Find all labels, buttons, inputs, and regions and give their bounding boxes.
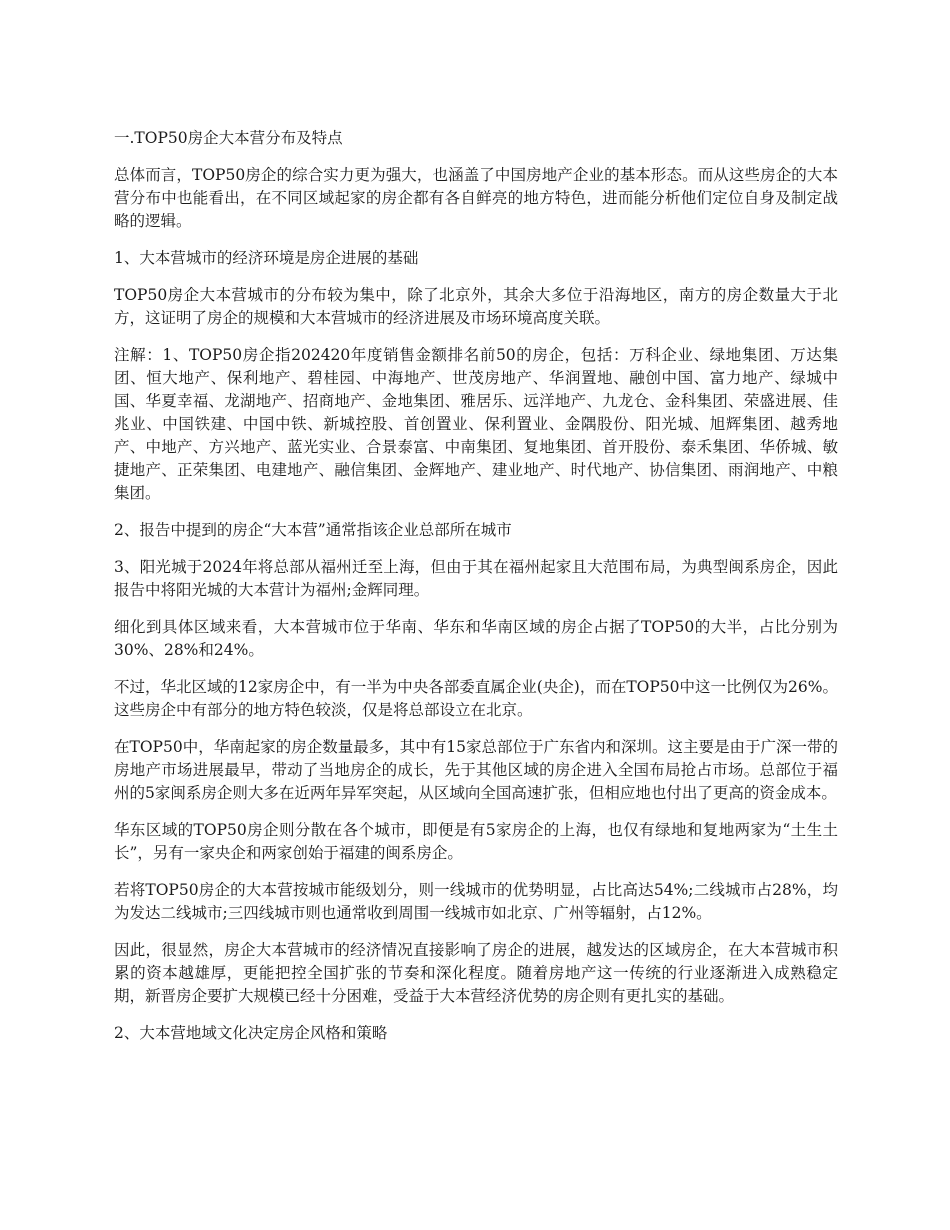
city-tier-paragraph: 若将TOP50房企的大本营按城市能级划分，则一线城市的优势明显，占比高达54%;二线城市占28%，均为发达二线城市;三四线城市则也通常收到周围一线城市如北京、广州等辐射，占12%。	[114, 881, 838, 922]
note-item-3: 3、阳光城于2024年将总部从福州迁至上海，但由于其在福州起家且大范围布局，为典型闽系房企，因此报告中将阳光城的大本营计为福州;金辉同理。	[114, 558, 838, 599]
section-heading: 一.TOP50房企大本营分布及特点	[114, 129, 343, 147]
note-item-2: 2、报告中提到的房企“大本营”通常指该企业总部所在城市	[114, 521, 512, 539]
south-china-paragraph: 在TOP50中，华南起家的房企数量最多，其中有15家总部位于广东省内和深圳。这主要是由于广深一带的房地产市场进展最早，带动了当地房企的成长，先于其他区域的房企进入全国布局抢占市场。总部位于福州的5家闽系房企则大多在近两年异军突起，从区域向全国高速扩张，但相应地也付出了更高的资金成本。	[114, 738, 838, 802]
north-china-paragraph: 不过，华北区域的12家房企中，有一半为中央各部委直属企业(央企)，而在TOP50中这一比例仅为26%。这些房企中有部分的地方特色较淡，仅是将总部设立在北京。	[114, 678, 838, 719]
region-share-paragraph: 细化到具体区域来看，大本营城市位于华南、华东和华南区域的房企占据了TOP50的大半，占比分别为30%、28%和24%。	[114, 618, 838, 659]
note-paragraph: 注解：1、TOP50房企指202420年度销售金额排名前50的房企，包括：万科企业、绿地集团、万达集团、恒大地产、保利地产、碧桂园、中海地产、世茂房地产、华润置地、融创中国、富力地产、绿城中国、华夏幸福、龙湖地产、招商地产、金地集团、雅居乐、远洋地产、九龙仓、金科集团、荣盛进展、佳兆业、中国铁建、中国中铁、新城控股、首创置业、保利置业、金隅股份、阳光城、旭辉集团、越秀地产、中地产、方兴地产、蓝光实业、合景泰富、中南集团、复地集团、首开股份、泰禾集团、华侨城、敏捷地产、正荣集团、电建地产、融信集团、金辉地产、建业地产、时代地产、协信集团、雨润地产、中粮集团。	[114, 346, 838, 502]
distribution-paragraph: TOP50房企大本营城市的分布较为集中，除了北京外，其余大多位于沿海地区，南方的房企数量大于北方，这证明了房企的规模和大本营城市的经济进展及市场环境高度关联。	[114, 286, 838, 327]
conclusion-paragraph: 因此，很显然，房企大本营城市的经济情况直接影响了房企的进展，越发达的区域房企，在大本营城市积累的资本越雄厚，更能把控全国扩张的节奏和深化程度。随着房地产这一传统的行业逐渐进入成熟稳定期，新晋房企要扩大规模已经十分困难，受益于大本营经济优势的房企则有更扎实的基础。	[114, 941, 838, 1005]
document-page	[114, 127, 838, 1059]
east-china-paragraph: 华东区域的TOP50房企则分散在各个城市，即便是有5家房企的上海，也仅有绿地和复地两家为“土生土长”，另有一家央企和两家创始于福建的闽系房企。	[114, 821, 838, 862]
subheading-culture: 2、大本营地域文化决定房企风格和策略	[114, 1024, 388, 1042]
intro-paragraph: 总体而言，TOP50房企的综合实力更为强大，也涵盖了中国房地产企业的基本形态。而从这些房企的大本营分布中也能看出，在不同区域起家的房企都有各自鲜亮的地方特色，进而能分析他们定位自身及制定战略的逻辑。	[114, 166, 838, 230]
subheading-economy: 1、大本营城市的经济环境是房企进展的基础	[114, 249, 419, 267]
